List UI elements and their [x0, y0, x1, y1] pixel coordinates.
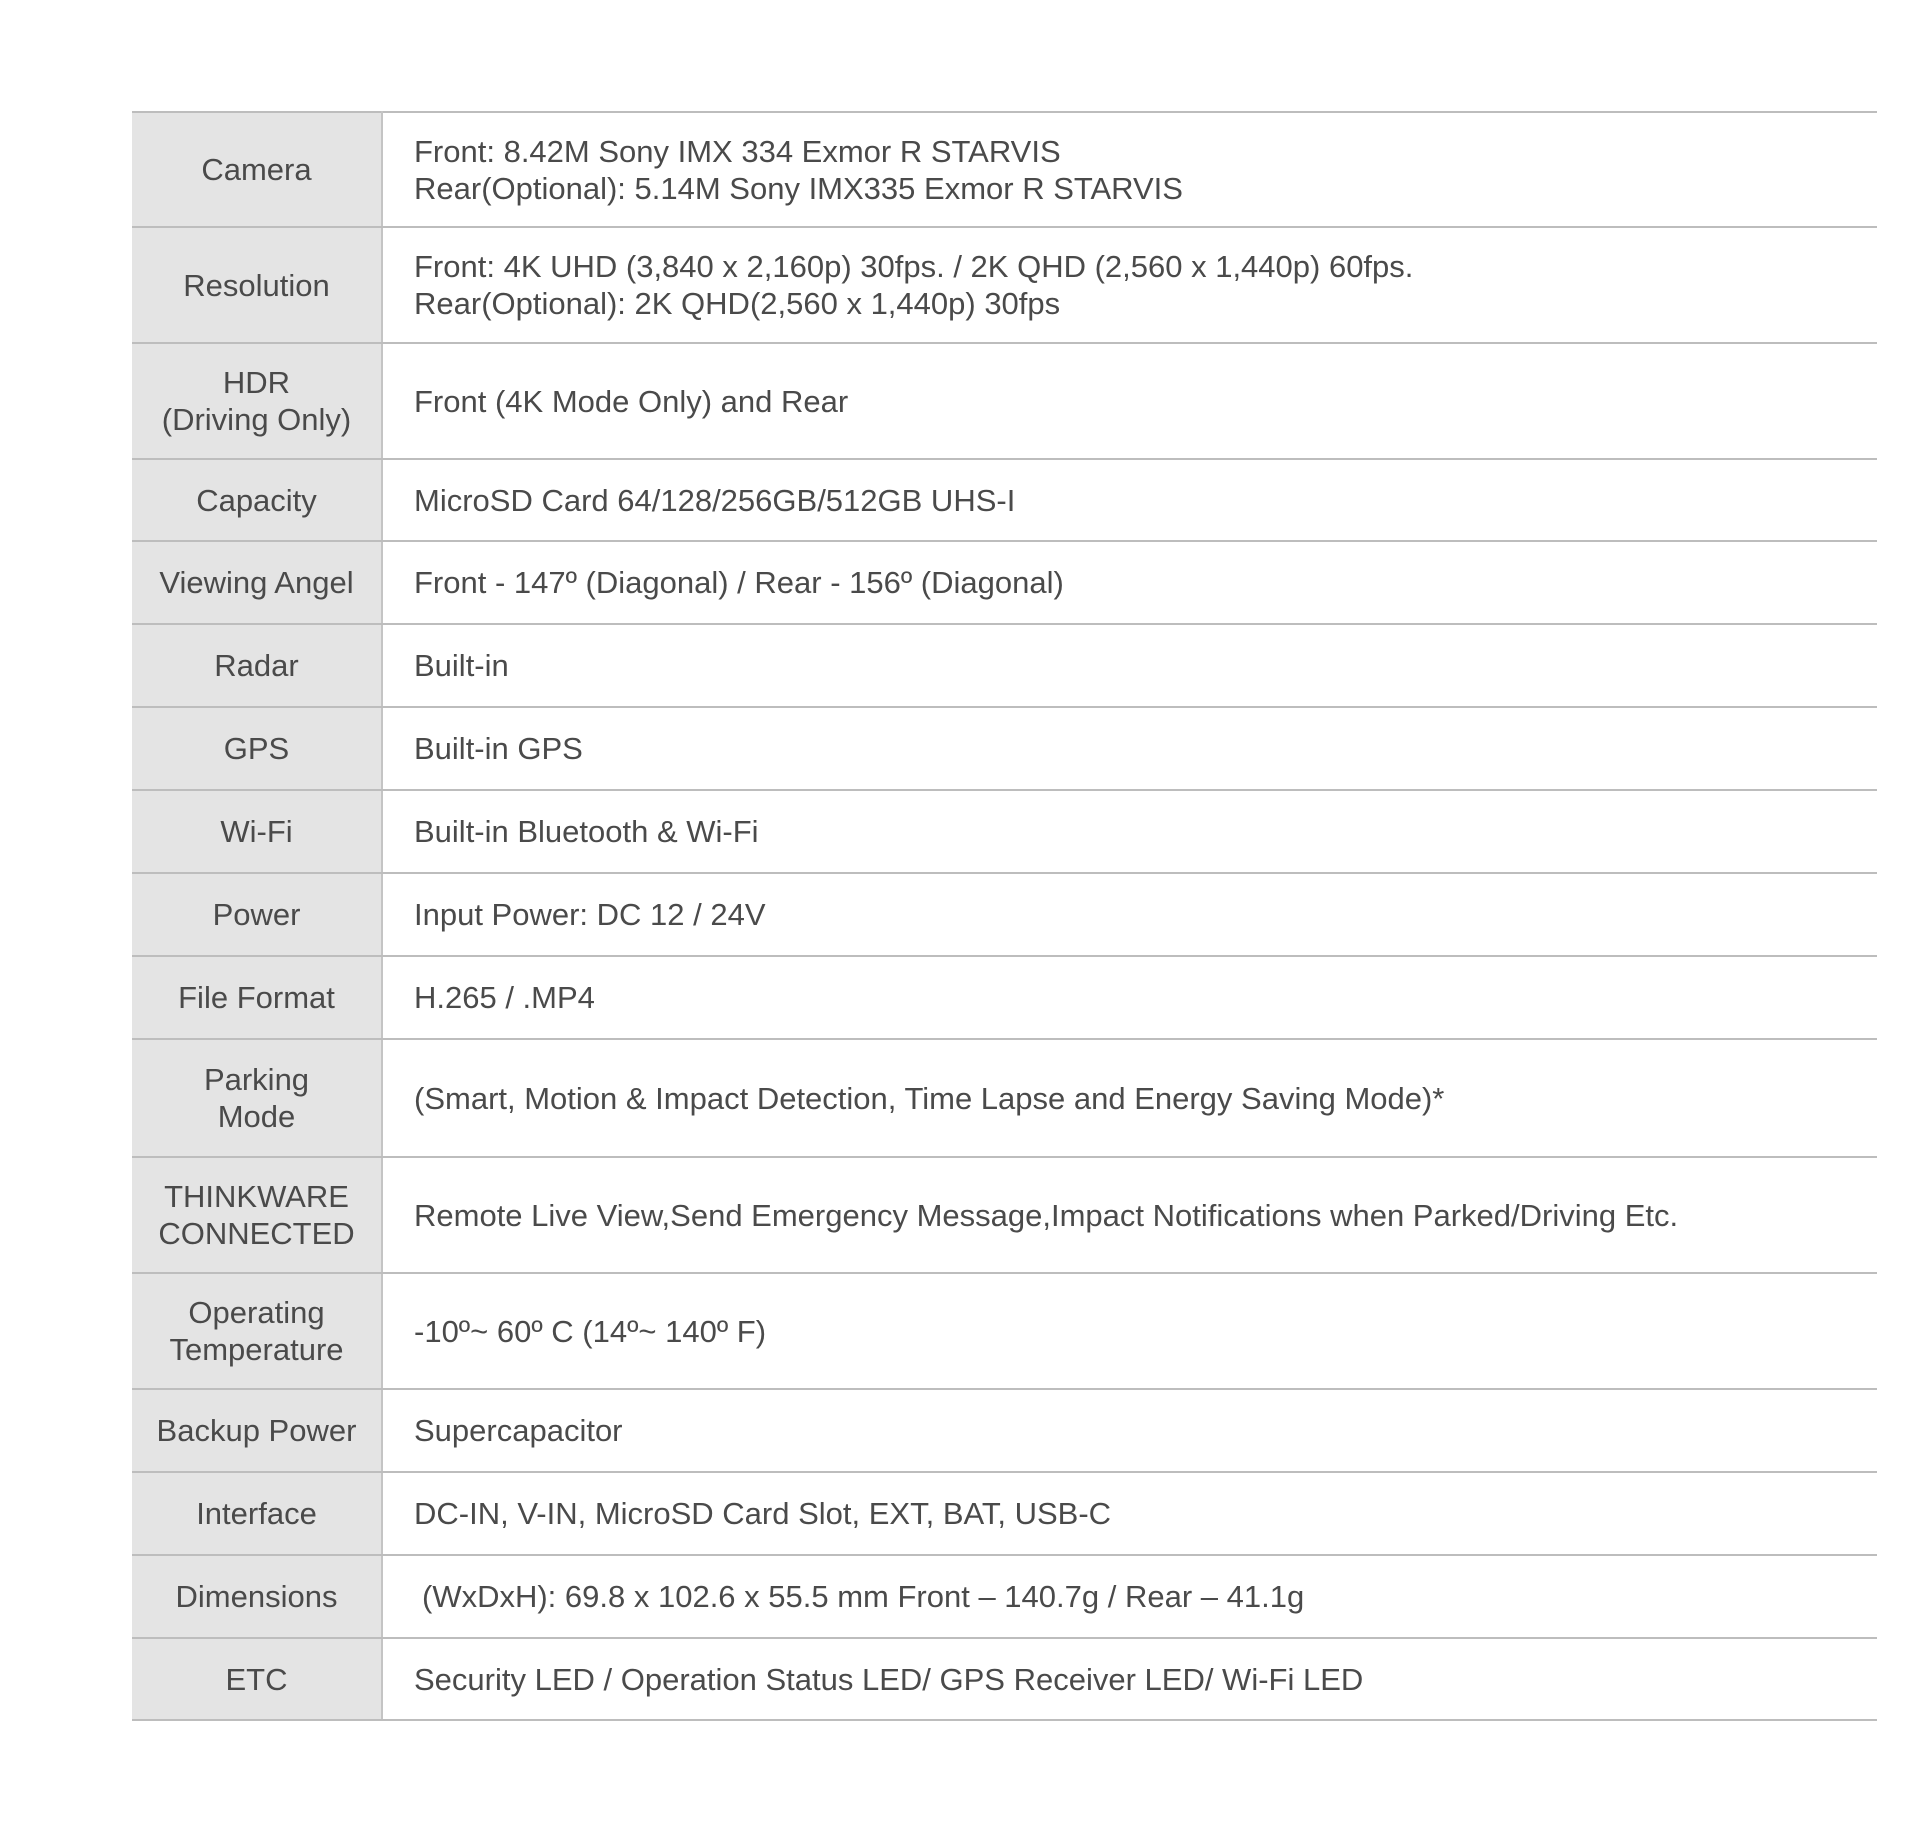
row-label: File Format [132, 956, 382, 1039]
row-value: Front (4K Mode Only) and Rear [382, 343, 1877, 459]
row-label: Power [132, 873, 382, 956]
row-label: Wi-Fi [132, 790, 382, 873]
row-value: MicroSD Card 64/128/256GB/512GB UHS-I [382, 459, 1877, 541]
row-value: Front: 8.42M Sony IMX 334 Exmor R STARVIS Rear(Optional): 5.14M Sony IMX335 Exmor R STARVIS [382, 112, 1877, 227]
row-value: Built-in GPS [382, 707, 1877, 790]
table-row [132, 1638, 1877, 1720]
row-label: Backup Power [132, 1389, 382, 1472]
row-value: Supercapacitor [382, 1389, 1877, 1472]
row-label: Parking Mode [132, 1039, 382, 1157]
table-row [132, 1472, 1877, 1555]
table-row [132, 1273, 1877, 1389]
row-label: Operating Temperature [132, 1273, 382, 1389]
row-label: Radar [132, 624, 382, 707]
row-value: Input Power: DC 12 / 24V [382, 873, 1877, 956]
row-value: Front - 147º (Diagonal) / Rear - 156º (Diagonal) [382, 541, 1877, 624]
row-label: Capacity [132, 459, 382, 541]
table-row [132, 459, 1877, 541]
row-label: THINKWARE CONNECTED [132, 1157, 382, 1273]
row-value: Security LED / Operation Status LED/ GPS Receiver LED/ Wi-Fi LED [382, 1638, 1877, 1720]
table-row [132, 873, 1877, 956]
row-value: DC-IN, V-IN, MicroSD Card Slot, EXT, BAT, USB-C [382, 1472, 1877, 1555]
row-value: (Smart, Motion & Impact Detection, Time Lapse and Energy Saving Mode)* [382, 1039, 1877, 1157]
table-row [132, 343, 1877, 459]
table-row [132, 624, 1877, 707]
table-row [132, 1039, 1877, 1157]
row-value: Front: 4K UHD (3,840 x 2,160p) 30fps. / 2K QHD (2,560 x 1,440p) 60fps. Rear(Optional): 2K QHD(2,560 x 1,440p) 30fps [382, 227, 1877, 343]
row-value: Built-in [382, 624, 1877, 707]
row-label: GPS [132, 707, 382, 790]
row-label: Resolution [132, 227, 382, 343]
row-label: Dimensions [132, 1555, 382, 1638]
table-row [132, 956, 1877, 1039]
table-row [132, 227, 1877, 343]
spec-table [132, 111, 1877, 1721]
row-label: ETC [132, 1638, 382, 1720]
table-row [132, 112, 1877, 227]
row-label: Camera [132, 112, 382, 227]
table-row [132, 1555, 1877, 1638]
row-value: -10º~ 60º C (14º~ 140º F) [382, 1273, 1877, 1389]
table-row [132, 790, 1877, 873]
row-value: (WxDxH): 69.8 x 102.6 x 55.5 mm Front – 140.7g / Rear – 41.1g [382, 1555, 1877, 1638]
table-row [132, 1157, 1877, 1273]
row-label: Viewing Angel [132, 541, 382, 624]
table-row [132, 707, 1877, 790]
row-value: Remote Live View,Send Emergency Message,Impact Notifications when Parked/Driving Etc. [382, 1157, 1877, 1273]
row-label: Interface [132, 1472, 382, 1555]
row-label: HDR (Driving Only) [132, 343, 382, 459]
row-value: H.265 / .MP4 [382, 956, 1877, 1039]
row-value: Built-in Bluetooth & Wi-Fi [382, 790, 1877, 873]
table-row [132, 1389, 1877, 1472]
table-row [132, 541, 1877, 624]
